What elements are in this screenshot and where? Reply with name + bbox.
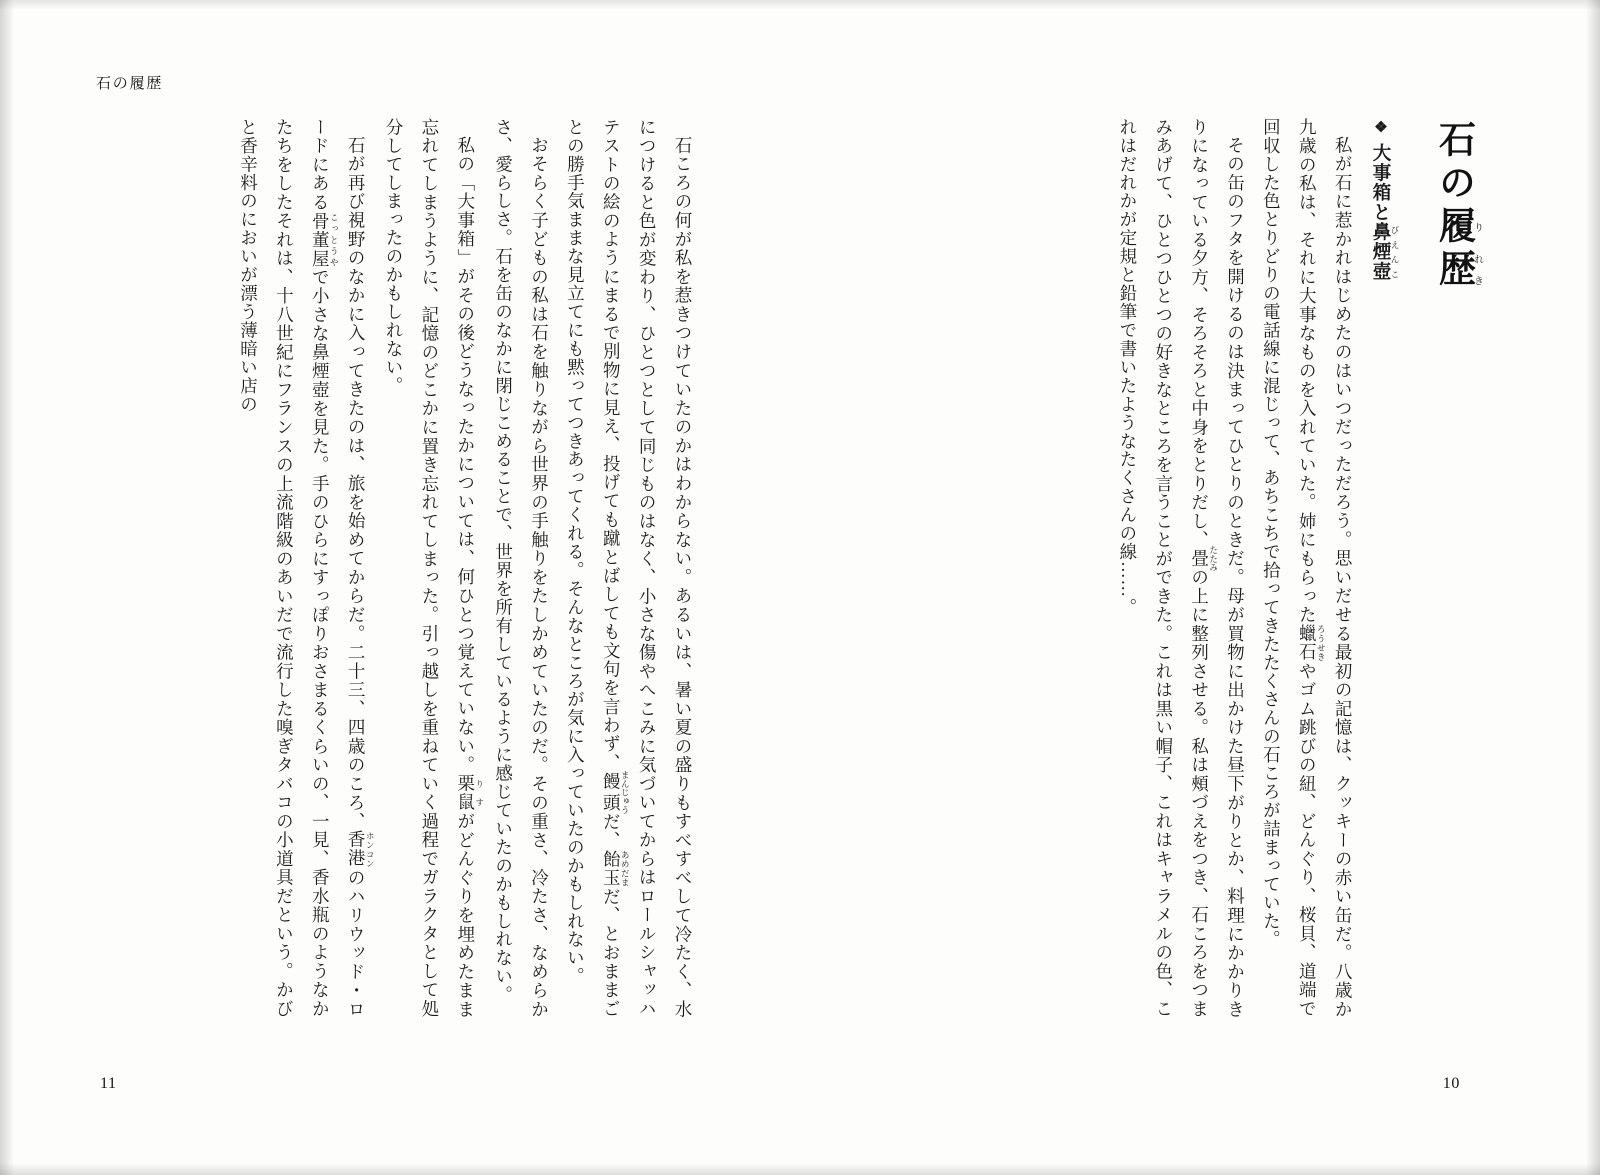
page-right <box>800 0 1600 1175</box>
page-number-right: 10 <box>1442 1075 1460 1092</box>
paragraph: その缶のフタを開けるのは決まってひとりのときだ。母が買物に出かけた昼下がりとか、料理にかかりきりになっている夕方、そろそろと中身をとりだし、畳 たたみの上に整列させる。私は頰づえをつき、石ころをつまみあげて、ひとつひとつの好きなところを言うことができた。これは黒い帽子、これはキャラメルの色、これはだれかが定規と鉛筆で書いたようなたくさんの線……。 <box>1117 118 1246 1018</box>
running-head: 石の履歴 <box>96 76 164 92</box>
paragraph: 石が再び視野のなかに入ってきたのは、旅を始めてからだ。二十三、四歳のころ、香港 ホンコンのハリウッド・ロードにある骨董屋 こっとうやで小さな鼻煙壺を見た。手のひらにすっぽりおさまるくらいの、一見、香水瓶のようなかたちをしたそれは、十八世紀にフランスの上流階級のあいだで流行した嗅ぎタバコの小道具だという。かびと香辛料のにおいが漂う薄暗い店の <box>238 118 376 1019</box>
paragraph: 私が石に惹かれはじめたのはいつだっただろう。思いだせる最初の記憶は、クッキーの赤い缶だ。八歳か九歳の私は、それに大事なものを入れていた。姉にもらった蠟石 ろうせきやゴム跳びの紐、どんぐり、桜貝、道端で回収した色とりどりの電話線に混じって、あちこちで拾ってきたたくさんの石ころが詰まっていた。 <box>1261 118 1354 1018</box>
paragraph: 石ころの何が私を惹きつけていたのかはわからない。あるいは、暑い夏の盛りもすべすべして冷たく、水につけると色が変わり、ひとつとして同じものはなく、小さな傷やへこみに気づいてからはロールシャッハテストの絵のようにまるで別物に見え、投げても蹴とばしても文句を言わず、饅頭 まんじゅうだ、飴玉 あめだまだ、とおままごとの勝手気ままな見立てにも黙ってつきあってくれる。そんなところが気に入っていたのかもしれない。 <box>565 118 693 1018</box>
page-number-left: 11 <box>100 1075 117 1092</box>
right-page-body <box>970 118 1400 1018</box>
paragraph: 私の「大事箱」がその後どうなったかについては、何ひとつ覚えていない。栗鼠 りすがどんぐりを埋めたまま忘れてしまうように、記憶のどこかに置き忘れてしまった。引っ越しを重ねていく過程でガラクタとして処分してしまったのかもしれない。 <box>384 118 485 1018</box>
paragraph: おそらく子どもの私は石を触りながら世界の手触りをたしかめていたのだ。その重さ、冷たさ、なめらかさ、愛らしさ。石を缶のなかに閉じこめることで、世界を所有しているように感じていたのかもしれない。 <box>493 118 550 1018</box>
chapter-title: 石の履り歴れき <box>1432 120 1483 292</box>
diamond-marker-icon: ❖ <box>1372 118 1388 138</box>
section-heading: ❖大事箱と鼻煙壺 びえんこ <box>1360 118 1400 1018</box>
left-page-body <box>100 118 700 1018</box>
